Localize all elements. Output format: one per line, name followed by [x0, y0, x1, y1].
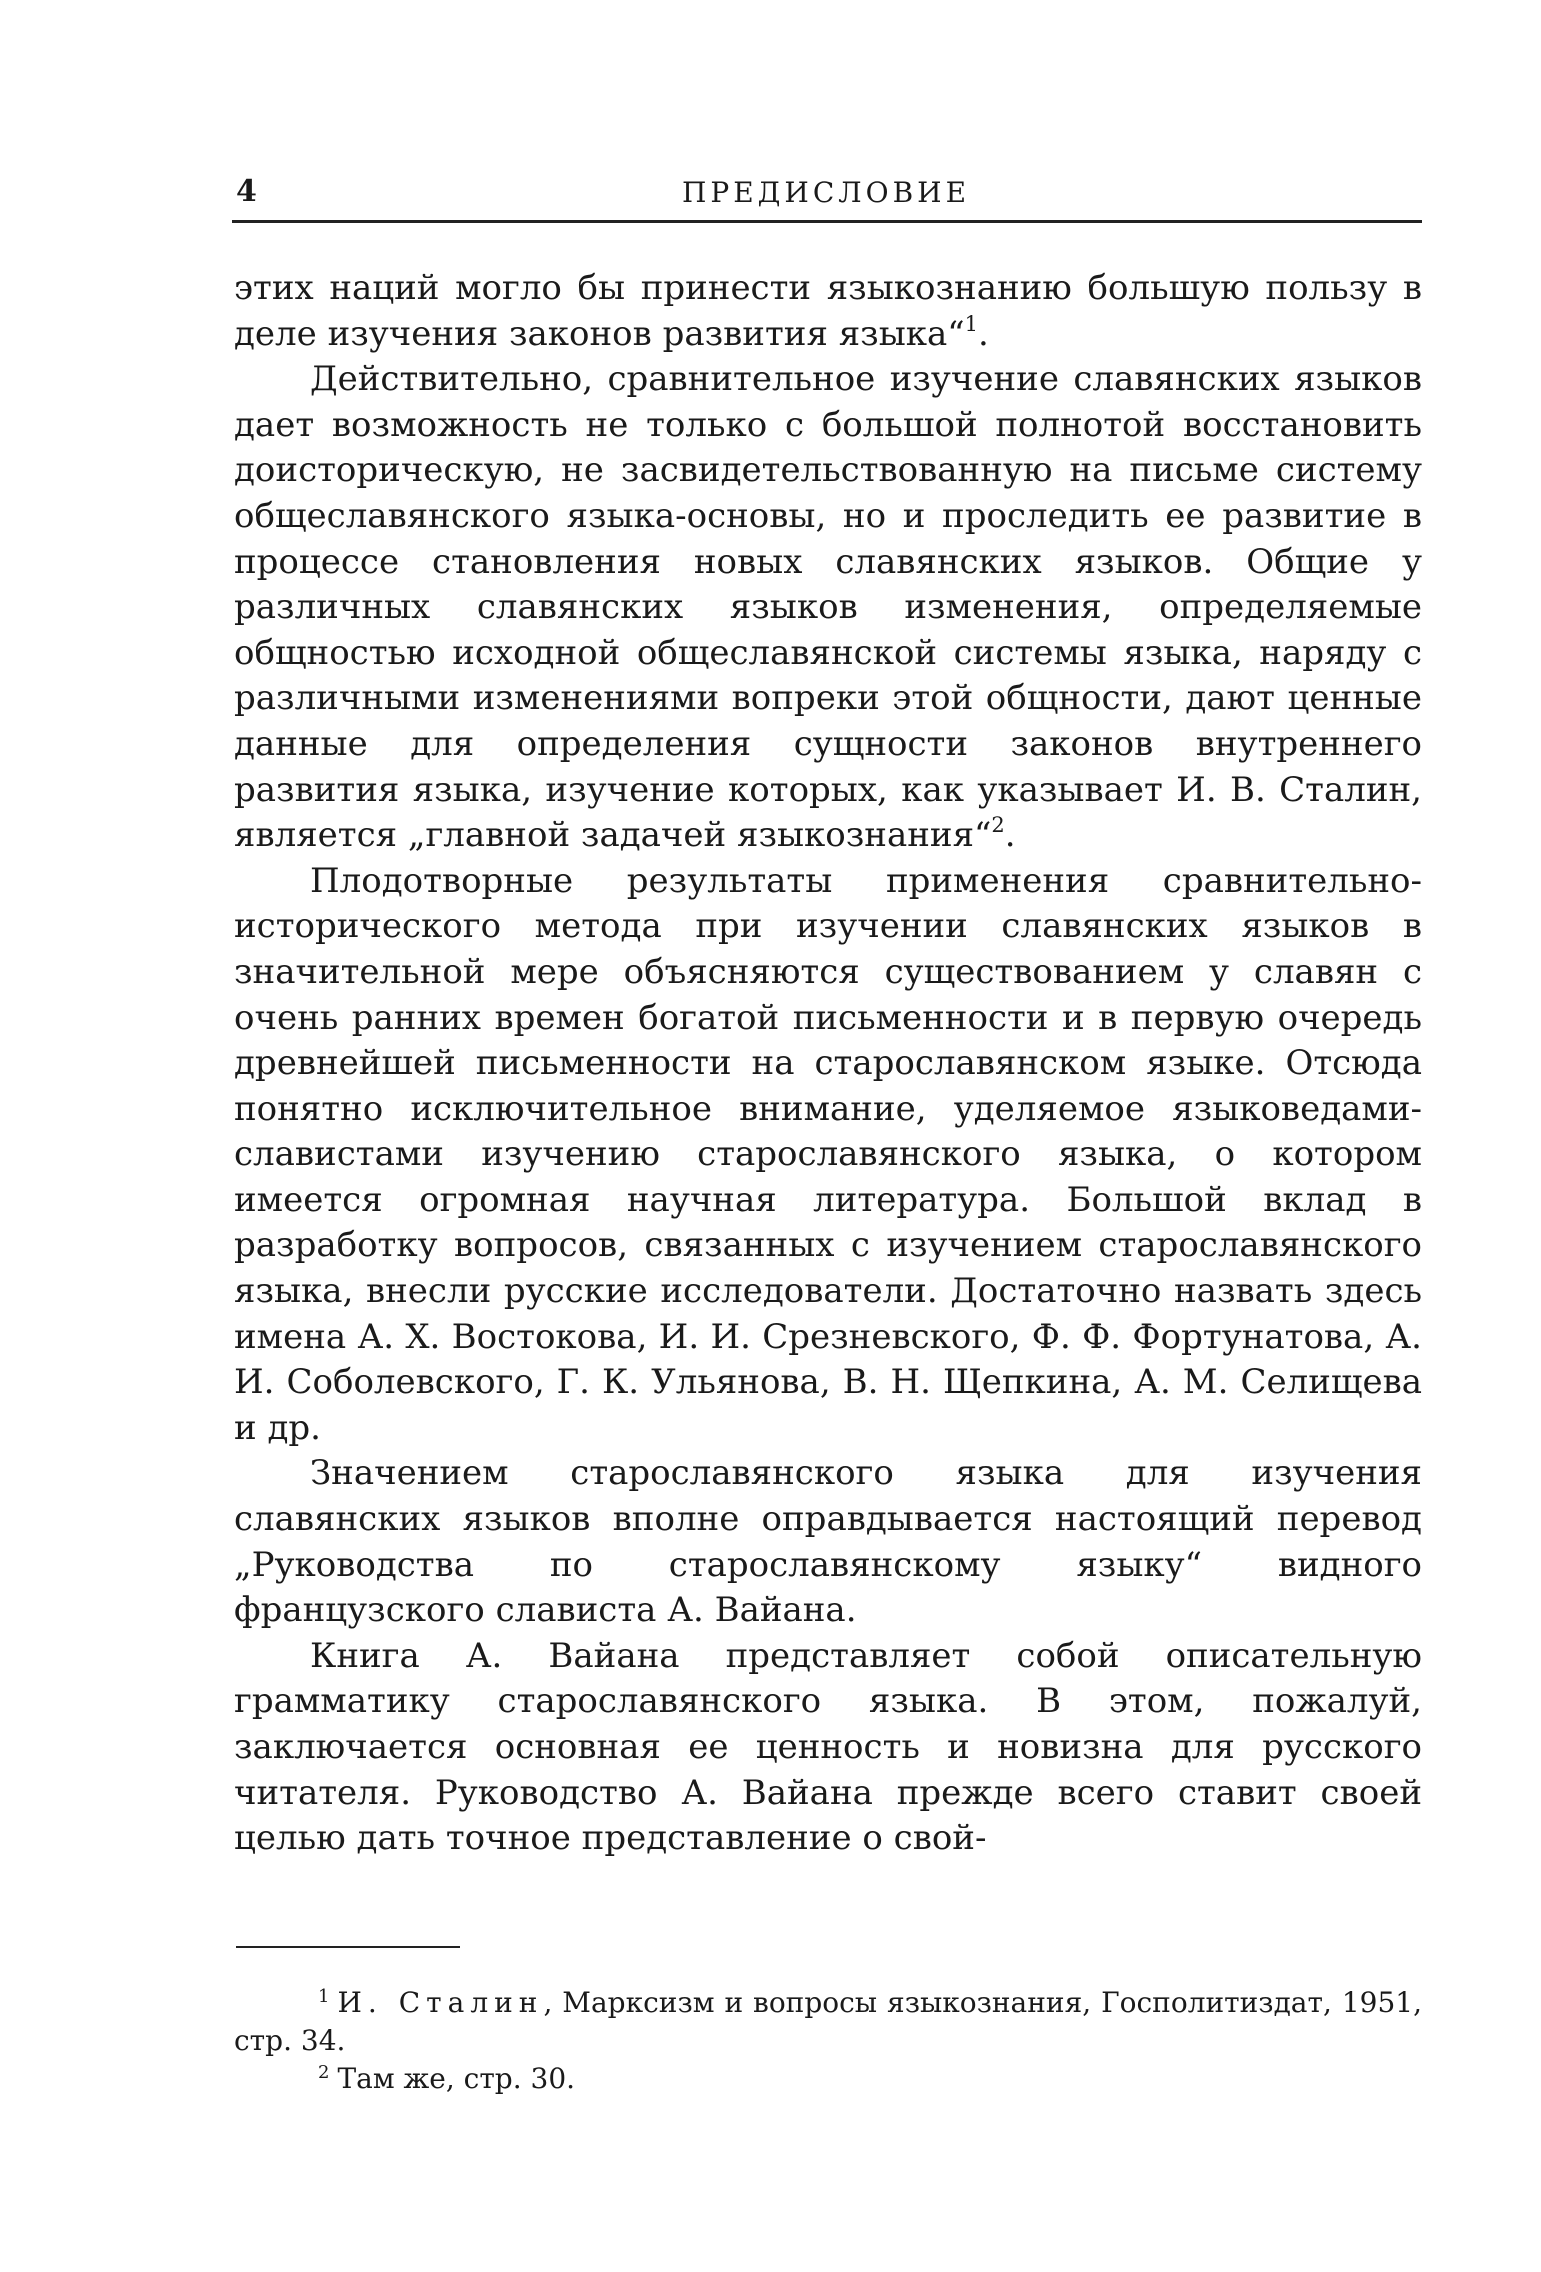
- footnote-rule: [236, 1946, 460, 1948]
- body-text: [234, 266, 1422, 1862]
- footnote-ref-1: 1: [964, 311, 979, 336]
- footnote-2: [234, 2060, 1422, 2098]
- footnote-ref-2: 2: [991, 813, 1005, 838]
- footnote-1-text: , Марксизм и вопросы языкознания, Госполитиздат, 1951, стр. 34.: [234, 1986, 1422, 2057]
- footnote-1-author: И. Сталин: [337, 1986, 544, 2019]
- paragraph-4: Значением старославянского языка для изучения славянских языков вполне оправдывается настоящий перевод „Руководства по старославянскому языку“ видного французского слависта А. Вайана.: [234, 1453, 1422, 1631]
- paragraph-1: [234, 266, 1422, 357]
- footnote-2-text: Там же, стр. 30.: [337, 2062, 576, 2095]
- paragraph-2-tail: .: [1004, 815, 1016, 856]
- footnotes: [234, 1984, 1422, 2098]
- header-rule: [232, 220, 1422, 223]
- page-number: 4: [236, 174, 257, 209]
- running-title: ПРЕДИСЛОВИЕ: [681, 176, 971, 209]
- paragraph-1-text: этих наций могло бы принести языкознанию большую пользу в деле изучения законов развития языка“: [234, 268, 1422, 354]
- paragraph-2-text: Действительно, сравнительное изучение славянских языков дает возможность не только с большой полнотой восстановить доисторическую, не засвидетельствованную на письме систему общеславянского языка-основы, но и проследить ее развитие в процессе становления новых славянских языков. Общие у различных славянских языков изменения, определяемые общностью исходной общеславянской системы языка, наряду с различными изменениями вопреки этой общности, дают ценные данные для определения сущности законов внутреннего развития языка, изучение которых, как указывает И. В. Сталин, является „главной задачей языкознания“: [234, 359, 1422, 856]
- paragraph-5: Книга А. Вайана представляет собой описательную грамматику старославянского языка. В этом, пожалуй, заключается основная ее ценность и новизна для русского читателя. Руководство А. Вайана прежде всего ставит своей целью дать точное представление о свой-: [234, 1635, 1422, 1859]
- footnote-1-marker: 1: [318, 1986, 330, 2007]
- footnote-1: [234, 1984, 1422, 2060]
- footnote-2-marker: 2: [318, 2062, 330, 2083]
- page-header: [236, 172, 1416, 220]
- paragraph-3: Плодотворные результаты применения сравнительно-исторического метода при изучении славянских языков в значительной мере объясняются существованием у славян с очень ранних времен богатой письменности и в первую очередь древнейшей письменности на старославянском языке. Отсюда понятно исключительное внимание, уделяемое языковедами-славистами изучению старославянского языка, о котором имеется огромная научная литература. Большой вклад в разработку вопросов, связанных с изучением старославянского языка, внесли русские исследователи. Достаточно назвать здесь имена А. Х. Востокова, И. И. Срезневского, Ф. Ф. Фортунатова, А. И. Соболевского, Г. К. Ульянова, В. Н. Щепкина, А. М. Селищева и др.: [234, 860, 1422, 1448]
- paragraph-1-tail: .: [978, 313, 989, 354]
- paragraph-2: [234, 357, 1422, 859]
